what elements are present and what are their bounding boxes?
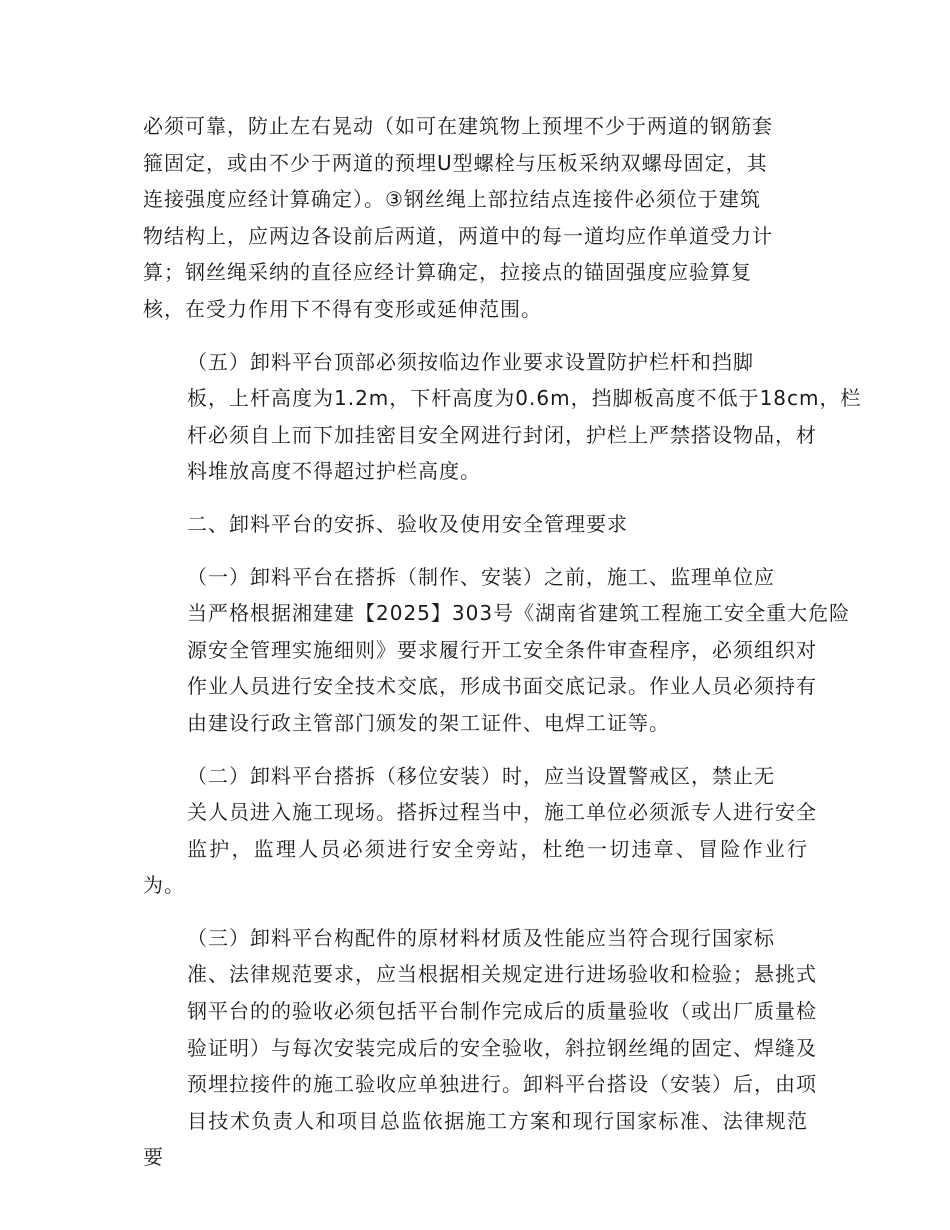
text-line: 料堆放高度不得超过护栏高度。 — [187, 459, 481, 484]
section-heading-2 — [143, 506, 808, 543]
text-line: 由建设行政主管部门颁发的架工证件、电焊工证等。 — [187, 710, 670, 735]
text-line: 监护，监理人员必须进行安全旁站，杜绝一切违章、冒险作业行为。 — [143, 836, 808, 898]
text-line: 必须可靠，防止左右晃动（如可在建筑物上预埋不少于两道的钢筋套 — [143, 114, 773, 138]
text-line: 钢平台的的验收必须包括平台制作完成后的质量验收（或出厂质量检 — [187, 999, 817, 1024]
paragraph-item-3-inspection — [143, 920, 817, 1176]
text-line: 板，上杆高度为1.2m，下杆高度为0.6m，挡脚板高度不低于18cm，栏 — [187, 386, 862, 411]
text-line: 验证明）与每次安装完成后的安全验收，斜拉钢丝绳的固定、焊缝及 — [187, 1035, 817, 1060]
text-line: 杆必须自上而下加挂密目安全网进行封闭，护栏上严禁搭设物品，材 — [187, 422, 817, 447]
text-line: 连接强度应经计算确定）。③钢丝绳上部拉结点连接件必须位于建筑 — [143, 187, 761, 212]
text-line: （五）卸料平台顶部必须按临边作业要求设置防护栏杆和挡脚 — [187, 349, 754, 374]
text-line: 当严格根据湘建建【2025】303号《湖南省建筑工程施工安全重大危险 — [187, 601, 851, 626]
paragraph-item-1-preparation — [143, 559, 851, 742]
text-line: 关人员进入施工现场。搭拆过程当中，施工单位必须派专人进行安全 — [187, 800, 817, 825]
text-line: 核，在受力作用下不得有变形或延伸范围。 — [143, 296, 542, 321]
text-line: 算；钢丝绳采纳的直径应经计算确定，拉接点的锚固强度应验算复 — [143, 260, 752, 285]
text-line: 作业人员进行安全技术交底，形成书面交底记录。作业人员必须持有 — [187, 674, 817, 699]
text-line: 准、法律规范要求，应当根据相关规定进行进场验收和检验；悬挑式 — [187, 962, 817, 987]
text-line: （二）卸料平台搭拆（移位安装）时，应当设置警戒区，禁止无 — [187, 763, 775, 788]
text-line: （三）卸料平台构配件的原材料材质及性能应当符合现行国家标 — [187, 925, 775, 950]
text-line: 预埋拉接件的施工验收应单独进行。卸料平台搭设（安装）后，由项 — [187, 1072, 817, 1097]
document-body — [143, 108, 862, 1192]
paragraph-item-2-dismantling — [143, 758, 817, 904]
text-line: 物结构上，应两边各设前后两道，两道中的每一道均应作单道受力计 — [143, 223, 773, 248]
paragraph-item-5-guardrail — [143, 344, 862, 490]
text-line: 箍固定，或由不少于两道的预埋U型螺栓与压板采纳双螺母固定，其 — [143, 150, 768, 175]
paragraph-anchoring-requirements — [143, 108, 808, 328]
text-line: （一）卸料平台在搭拆（制作、安装）之前，施工、监理单位应 — [187, 564, 775, 589]
heading-text: 二、卸料平台的安拆、验收及使用安全管理要求 — [187, 511, 628, 536]
text-line: 目技术负责人和项目总监依据施工方案和现行国家标准、法律规范要 — [143, 1108, 808, 1170]
text-line: 源安全管理实施细则》要求履行开工安全条件审查程序，必须组织对 — [187, 637, 817, 662]
